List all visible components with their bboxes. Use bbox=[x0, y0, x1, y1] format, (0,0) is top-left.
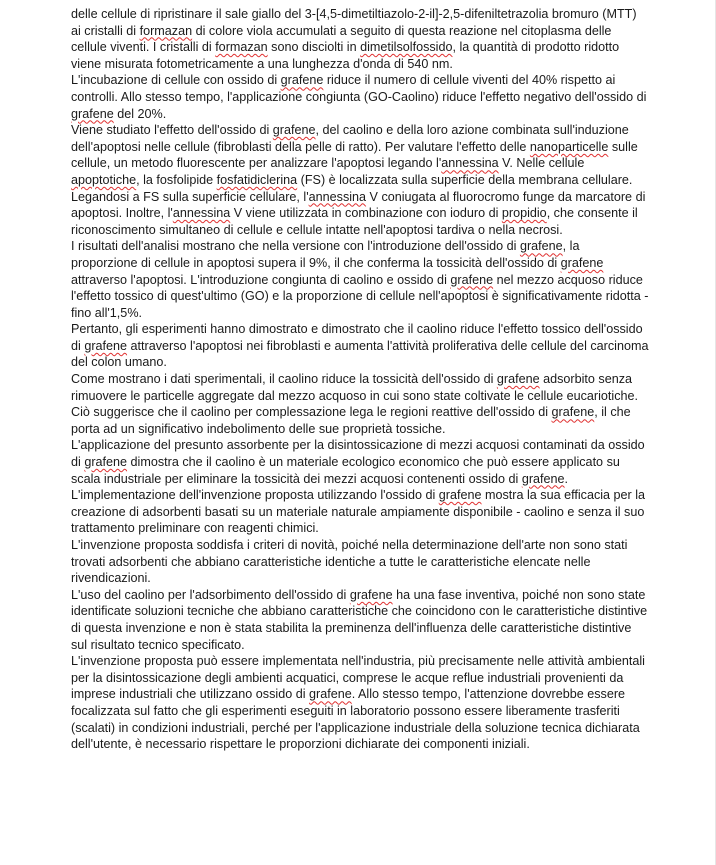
text-line bbox=[71, 172, 711, 189]
text-line bbox=[71, 354, 711, 371]
paragraph bbox=[71, 72, 711, 122]
text-line bbox=[71, 255, 711, 272]
text-segment: sulle bbox=[608, 139, 638, 154]
text-segment: ha una fase inventiva, poiché non sono state bbox=[392, 587, 646, 602]
spellcheck-flagged-word: grafene bbox=[519, 239, 563, 254]
text-segment: Legandosi a FS sulla superficie cellulare, l' bbox=[71, 189, 309, 204]
text-segment: sul risultato tecnico specificato. bbox=[71, 637, 245, 652]
paragraph bbox=[71, 487, 711, 537]
text-line bbox=[71, 686, 711, 703]
spellcheck-flagged-word: grafene bbox=[496, 372, 540, 387]
text-line bbox=[71, 272, 711, 289]
text-segment: dell'utente, è necessario rispettare le proporzioni dichiarate dei componenti iniziali. bbox=[71, 737, 530, 752]
text-segment: , la fosfolipide bbox=[136, 172, 217, 187]
text-line bbox=[71, 670, 711, 687]
text-line bbox=[71, 471, 711, 488]
text-line bbox=[71, 520, 711, 537]
text-line bbox=[71, 106, 711, 123]
spellcheck-flagged-word: fosfatidiclerina bbox=[216, 172, 298, 187]
text-line bbox=[71, 637, 711, 654]
text-segment: delle cellule di ripristinare il sale giallo del 3-[4,5-dimetiltiazolo-2-il]-2,5-difeniltetrazolia bromuro (MTT) bbox=[71, 7, 637, 21]
text-segment: rimuovere le particelle aggregate dal mezzo acquoso in cui sono state coltivate le cellule eucariotiche. bbox=[71, 388, 639, 403]
paragraph bbox=[71, 238, 711, 321]
text-line bbox=[71, 72, 711, 89]
text-segment: focalizzata sul fatto che gli esperimenti eseguiti in laboratorio possono essere liberamente trasferiti bbox=[71, 703, 620, 718]
text-line bbox=[71, 305, 711, 322]
text-segment: sono disciolti in bbox=[267, 40, 361, 55]
text-segment: V viene utilizzata in combinazione con ioduro di bbox=[230, 206, 502, 221]
paragraph bbox=[71, 321, 711, 371]
text-line bbox=[71, 653, 711, 670]
spellcheck-flagged-word: grafene bbox=[71, 106, 114, 121]
text-line bbox=[71, 504, 711, 521]
text-segment: , il che bbox=[594, 405, 631, 420]
text-segment: Ciò suggerisce che il caolino per complessazione lega le regioni reattive dell'ossido di bbox=[71, 405, 552, 420]
text-segment: del colon umano. bbox=[71, 355, 167, 370]
text-segment: scala industriale per eliminare la tossicità dei mezzi acquosi contenenti ossido di bbox=[71, 471, 522, 486]
text-line bbox=[71, 23, 711, 40]
spellcheck-flagged-word: grafene bbox=[280, 73, 324, 88]
text-line bbox=[71, 487, 711, 504]
text-line bbox=[71, 39, 711, 56]
text-segment: di bbox=[71, 455, 85, 470]
text-line bbox=[71, 404, 711, 421]
text-line bbox=[71, 139, 711, 156]
text-line bbox=[71, 421, 711, 438]
text-segment: . Allo stesso tempo, l'attenzione dovrebbe essere bbox=[351, 687, 626, 702]
spellcheck-flagged-word: grafene bbox=[349, 587, 393, 602]
paragraph bbox=[71, 653, 711, 753]
text-segment: l'effetto tossico di quest'ultimo (GO) e la proporzione di cellule nell'apoptosi è significativamente ridotta - bbox=[71, 289, 649, 304]
text-segment: per la disintossicazione degli ambienti acquatici, comprese le acque reflue industriali provenienti da bbox=[71, 670, 624, 685]
spellcheck-flagged-word: dimetilsolfossido bbox=[360, 40, 453, 55]
text-segment: viene misurata fotometricamente a una lunghezza d'onda di 540 nm. bbox=[71, 56, 453, 71]
text-segment: apoptosi. Inoltre, l' bbox=[71, 206, 173, 221]
text-segment: porta ad un significativo indebolimento delle sue proprietà tossiche. bbox=[71, 421, 446, 436]
text-segment: L'implementazione dell'invenzione proposta utilizzando l'ossido di bbox=[71, 488, 439, 503]
text-segment: trovati adsorbenti che abbiano caratteristiche identiche a tutte le caratteristiche elencate nelle bbox=[71, 554, 591, 569]
text-segment: attraverso l'apoptosi. L'introduzione congiunta di caolino e ossido di bbox=[71, 272, 451, 287]
text-segment: mostra la sua efficacia per la bbox=[481, 488, 646, 503]
text-segment: L'invenzione proposta soddisfa i criteri di novità, poiché nella determinazione dell'arte non sono stati bbox=[71, 538, 628, 552]
text-line bbox=[71, 155, 711, 172]
text-segment: Pertanto, gli esperimenti hanno dimostrato e dimostrato che il caolino riduce l'effetto tossico dell'ossido bbox=[71, 322, 643, 337]
spellcheck-flagged-word: grafene bbox=[84, 338, 128, 353]
spellcheck-flagged-word: annessina bbox=[308, 189, 367, 204]
text-segment: , del caolino e della loro azione combinata sull'induzione bbox=[315, 123, 629, 138]
text-segment: controlli. Allo stesso tempo, l'applicazione congiunta (GO-Caolino) riduce l'effetto negativo dell'ossido di bbox=[71, 89, 647, 104]
text-segment: . bbox=[564, 471, 569, 486]
text-segment: , che consente il bbox=[546, 206, 638, 221]
paragraph bbox=[71, 6, 711, 72]
spellcheck-flagged-word: grafene bbox=[438, 488, 482, 503]
text-segment: riduce il numero di cellule viventi del 40% rispetto ai bbox=[323, 73, 616, 88]
document-body bbox=[71, 6, 711, 753]
text-line bbox=[71, 205, 711, 222]
paragraph bbox=[71, 437, 711, 487]
text-line bbox=[71, 454, 711, 471]
spellcheck-flagged-word: annessina bbox=[441, 156, 499, 171]
spellcheck-flagged-word: formazan bbox=[215, 40, 268, 55]
paragraph bbox=[71, 537, 711, 587]
text-line bbox=[71, 222, 711, 239]
text-segment: identificate soluzioni tecniche che abbiano caratteristiche che coincidono con le caratteristiche distintive bbox=[71, 604, 648, 619]
text-line bbox=[71, 587, 711, 604]
text-segment: L'applicazione del presunto assorbente per la disintossicazione di mezzi acquosi contaminati da ossido bbox=[71, 438, 645, 453]
spellcheck-flagged-word: grafene bbox=[84, 455, 128, 470]
text-segment: dimostra che il caolino è un materiale ecologico economico che può essere applicato su bbox=[127, 455, 620, 470]
text-line bbox=[71, 371, 711, 388]
text-segment: , la quantità di prodotto ridotto bbox=[452, 40, 620, 55]
text-line bbox=[71, 6, 711, 23]
paragraph bbox=[71, 371, 711, 437]
spellcheck-flagged-word: propidio bbox=[501, 206, 547, 221]
text-line bbox=[71, 189, 711, 206]
spellcheck-flagged-word: formazan bbox=[139, 23, 193, 38]
text-segment: V. Nelle cellule bbox=[498, 156, 585, 171]
text-line bbox=[71, 554, 711, 571]
text-segment: V coniugata al fluorocromo funge da marcatore di bbox=[366, 189, 646, 204]
spellcheck-flagged-word: annessina bbox=[172, 206, 231, 221]
text-segment: ai cristalli di bbox=[71, 23, 140, 38]
text-segment: adsorbito senza bbox=[539, 372, 633, 387]
spellcheck-flagged-word: grafene bbox=[521, 471, 565, 486]
paragraph bbox=[71, 587, 711, 653]
text-segment: imprese industriali che utilizzano ossido di bbox=[71, 687, 309, 702]
text-segment: Come mostrano i dati sperimentali, il caolino riduce la tossicità dell'ossido di bbox=[71, 372, 497, 387]
text-segment: (FS) è localizzata sulla superficie della membrana cellulare. bbox=[297, 172, 633, 187]
text-line bbox=[71, 620, 711, 637]
text-line bbox=[71, 321, 711, 338]
text-segment: cellule, un metodo fluorescente per analizzare l'apoptosi legando l' bbox=[71, 156, 442, 171]
spellcheck-flagged-word: grafene bbox=[272, 123, 316, 138]
spellcheck-flagged-word: grafene bbox=[560, 255, 604, 270]
text-segment: di bbox=[71, 338, 85, 353]
text-segment: I risultati dell'analisi mostrano che nella versione con l'introduzione dell'ossido di bbox=[71, 239, 520, 254]
text-segment: , la bbox=[562, 239, 580, 254]
text-line bbox=[71, 56, 711, 73]
spellcheck-flagged-word: apoptotiche bbox=[71, 172, 137, 187]
text-line bbox=[71, 736, 711, 753]
text-segment: attraverso l'apoptosi nei fibroblasti e aumenta l'attività proliferativa delle cellule del carcinoma bbox=[127, 338, 649, 353]
text-segment: nel mezzo acquoso riduce bbox=[493, 272, 643, 287]
paragraph bbox=[71, 122, 711, 238]
text-segment: (scalati) in condizioni industriali, perché per l'applicazione industriale della soluzione tecnica dichiarata bbox=[71, 720, 640, 735]
text-line bbox=[71, 437, 711, 454]
text-line bbox=[71, 388, 711, 405]
text-segment: del 20%. bbox=[113, 106, 167, 121]
text-line bbox=[71, 570, 711, 587]
text-line bbox=[71, 703, 711, 720]
text-segment: L'uso del caolino per l'adsorbimento dell'ossido di bbox=[71, 587, 350, 602]
text-line bbox=[71, 288, 711, 305]
spellcheck-flagged-word: grafene bbox=[551, 405, 595, 420]
text-line bbox=[71, 89, 711, 106]
text-segment: creazione di adsorbenti basati su un materiale naturale ampiamente disponibile - caolino e senza il suo bbox=[71, 504, 645, 519]
text-line bbox=[71, 603, 711, 620]
spellcheck-flagged-word: nanoparticelle bbox=[529, 139, 609, 154]
text-segment: fino all'1,5%. bbox=[71, 305, 143, 320]
text-segment: L'invenzione proposta può essere implementata nell'industria, più precisamente nelle attività ambientali bbox=[71, 654, 645, 669]
text-line bbox=[71, 122, 711, 139]
text-segment: di colore viola accumulati a seguito di questa reazione nel citoplasma delle bbox=[192, 23, 612, 38]
text-segment: cellule viventi. I cristalli di bbox=[71, 40, 216, 55]
text-segment: trattamento preliminare con reagenti chimici. bbox=[71, 521, 319, 536]
text-line bbox=[71, 338, 711, 355]
text-segment: rivendicazioni. bbox=[71, 571, 151, 586]
text-segment: dell'apoptosi nelle cellule (fibroblasti della pelle di ratto). Per valutare l'effetto delle bbox=[71, 139, 530, 154]
text-segment: Viene studiato l'effetto dell'ossido di bbox=[71, 123, 273, 138]
text-segment: riconoscimento simultaneo di cellule e cellule intatte nell'apoptosi tardiva o nella necrosi. bbox=[71, 222, 563, 237]
spellcheck-flagged-word: grafene bbox=[450, 272, 494, 287]
text-segment: proporzione di cellule in apoptosi supera il 9%, il che conferma la tossicità dell'ossido di bbox=[71, 255, 561, 270]
spellcheck-flagged-word: grafene bbox=[309, 687, 352, 702]
text-line bbox=[71, 238, 711, 255]
text-line bbox=[71, 720, 711, 737]
text-segment: L'incubazione di cellule con ossido di bbox=[71, 73, 281, 88]
text-segment: di questa invenzione e non è stata stabilita la preminenza dell'influenza delle caratteristiche distintive bbox=[71, 620, 632, 635]
text-line bbox=[71, 537, 711, 554]
